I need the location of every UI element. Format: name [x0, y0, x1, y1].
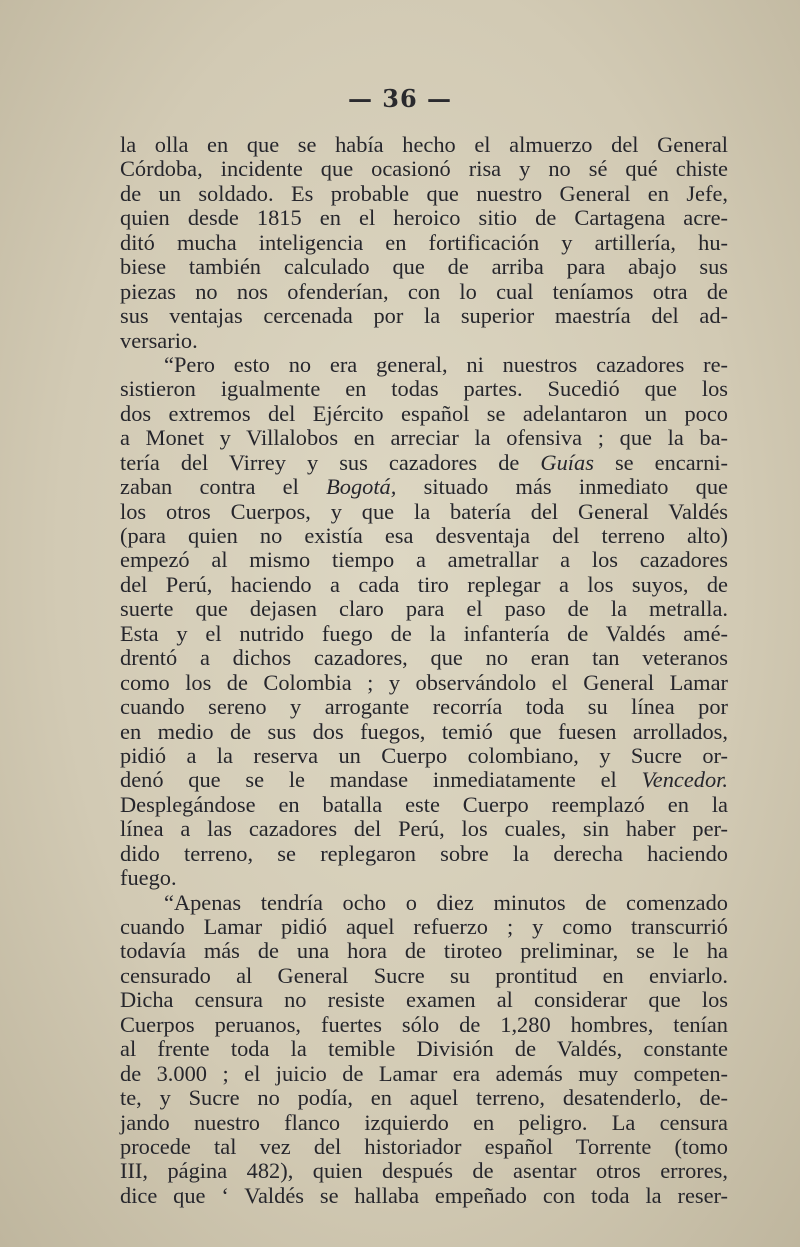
- text-line: [120, 793, 728, 817]
- text-line: [120, 548, 728, 572]
- text-line-content: de 3.000 ; el juicio de Lamar era además muy competen-: [120, 1060, 728, 1086]
- text-line-content: denó que se le mandase inmediatamente el: [120, 767, 617, 793]
- text-line-content: Dicha censura no resiste examen al considerar que los: [120, 987, 728, 1013]
- text-line-content: “Apenas tendría ocho o diez minutos de comenzado: [164, 889, 728, 915]
- text-line: [120, 817, 728, 841]
- text-line: [120, 988, 728, 1012]
- text-line: [120, 1111, 728, 1135]
- text-line: [120, 280, 728, 304]
- text-line: [120, 402, 728, 426]
- text-line-content: zaban contra el: [120, 474, 299, 500]
- italic-term: Vencedor.: [641, 767, 728, 793]
- text-line: [120, 1062, 728, 1086]
- text-line: [120, 353, 728, 377]
- text-line: [120, 1135, 728, 1159]
- page-number: — 36 —: [347, 84, 453, 113]
- text-line-content: línea a las cazadores del Perú, los cuales, sin haber per-: [120, 816, 728, 842]
- text-line: [120, 475, 728, 499]
- text-line: [120, 866, 728, 890]
- text-line-content: III, página 482), quien después de asentar otros errores,: [120, 1158, 728, 1184]
- text-line-content: suerte que dejasen claro para el paso de la metralla.: [120, 596, 728, 622]
- text-line: [120, 377, 728, 401]
- text-line: [120, 842, 728, 866]
- text-line: [120, 426, 728, 450]
- text-line-content: quien desde 1815 en el heroico sitio de Cartagena acre-: [120, 205, 728, 231]
- text-line: [120, 646, 728, 670]
- text-line: [120, 695, 728, 719]
- text-line-content: dido terreno, se replegaron sobre la derecha haciendo: [120, 840, 728, 866]
- text-line: [120, 1013, 728, 1037]
- text-line: [120, 451, 728, 475]
- text-line-content: pidió a la reserva un Cuerpo colombiano, y Sucre or-: [120, 742, 728, 768]
- text-line: [120, 671, 728, 695]
- italic-term: Guías: [540, 449, 594, 475]
- text-line: [120, 304, 728, 328]
- text-line-content: Córdoba, incidente que ocasionó risa y no sé qué chiste: [120, 156, 728, 182]
- text-line-content: empezó al mismo tiempo a ametrallar a los cazadores: [120, 547, 728, 573]
- text-line: [120, 1184, 728, 1208]
- text-line-content: Desplegándose en batalla este Cuerpo reemplazó en la: [120, 791, 728, 817]
- text-line: [120, 720, 728, 744]
- text-line-content: piezas no nos ofenderían, con lo cual teníamos otra de: [120, 278, 728, 304]
- text-line: [120, 255, 728, 279]
- text-line: [120, 133, 728, 157]
- text-line-content: Esta y el nutrido fuego de la infantería de Valdés amé-: [120, 620, 728, 646]
- text-line: [120, 744, 728, 768]
- text-line: [120, 1159, 728, 1183]
- text-line: [120, 157, 728, 181]
- text-line-content: dos extremos del Ejército español se adelantaron un poco: [120, 400, 728, 426]
- text-line-content: los otros Cuerpos, y que la batería del General Valdés: [120, 498, 728, 524]
- text-line-content: drentó a dichos cazadores, que no eran tan veteranos: [120, 645, 728, 671]
- text-line-content: biese también calculado que de arriba para abajo sus: [120, 254, 728, 280]
- text-line-content: tería del Virrey y sus cazadores de: [120, 449, 520, 475]
- text-line: [120, 597, 728, 621]
- text-line: [120, 524, 728, 548]
- text-line-content: a Monet y Villalobos en arreciar la ofensiva ; que la ba-: [120, 425, 728, 451]
- text-line-content: versario.: [120, 327, 198, 353]
- text-line-content: (para quien no existía esa desventaja del terreno alto): [120, 523, 728, 548]
- text-line-content: dice que ‘ Valdés se hallaba empeñado con toda la reser-: [120, 1182, 728, 1208]
- text-line-content: ditó mucha inteligencia en fortificación y artillería, hu-: [120, 229, 728, 255]
- text-line: [120, 939, 728, 963]
- text-line-content: la olla en que se había hecho el almuerzo del General: [120, 132, 728, 157]
- text-line-content: todavía más de una hora de tiroteo preliminar, se le ha: [120, 938, 728, 964]
- text-line: [120, 915, 728, 939]
- text-line: [120, 206, 728, 230]
- italic-term: Bogotá,: [326, 474, 397, 500]
- text-line: [120, 964, 728, 988]
- text-line-content: como los de Colombia ; y observándolo el General Lamar: [120, 669, 728, 695]
- text-line-content: cuando sereno y arrogante recorría toda su línea por: [120, 694, 728, 720]
- text-line: [120, 329, 728, 353]
- text-line-content: del Perú, haciendo a cada tiro replegar a los suyos, de: [120, 571, 728, 597]
- text-line-content: “Pero esto no era general, ni nuestros cazadores re-: [164, 351, 728, 377]
- text-line-content: cuando Lamar pidió aquel refuerzo ; y como transcurrió: [120, 914, 728, 939]
- text-line-content: sistieron igualmente en todas partes. Sucedió que los: [120, 376, 728, 402]
- text-line: [120, 500, 728, 524]
- body-text: [120, 133, 728, 1208]
- text-line: [120, 1037, 728, 1061]
- text-line-content: de un soldado. Es probable que nuestro General en Jefe,: [120, 180, 728, 206]
- text-line-content: sus ventajas cercenada por la superior maestría del ad-: [120, 303, 728, 329]
- text-line-content: fuego.: [120, 865, 177, 891]
- text-line-content: te, y Sucre no podía, en aquel terreno, desatenderlo, de-: [120, 1085, 728, 1111]
- text-line-content: Cuerpos peruanos, fuertes sólo de 1,280 hombres, tenían: [120, 1011, 728, 1037]
- text-line: [120, 182, 728, 206]
- text-line: [120, 573, 728, 597]
- text-line: [120, 891, 728, 915]
- text-line-content: censurado al General Sucre su prontitud en enviarlo.: [120, 962, 728, 988]
- text-line-content: procede tal vez del historiador español Torrente (tomo: [120, 1133, 728, 1159]
- text-line: [120, 622, 728, 646]
- text-line-continuation: se encarni-: [593, 449, 729, 475]
- text-line: [120, 768, 728, 792]
- text-line-content: al frente toda la temible División de Valdés, constante: [120, 1036, 728, 1062]
- text-line-content: en medio de sus dos fuegos, temió que fuesen arrollados,: [120, 718, 728, 744]
- text-line-content: jando nuestro flanco izquierdo en peligro. La censura: [120, 1109, 728, 1135]
- text-line: [120, 1086, 728, 1110]
- text-line-continuation: situado más inmediato que: [396, 474, 728, 500]
- text-line: [120, 231, 728, 255]
